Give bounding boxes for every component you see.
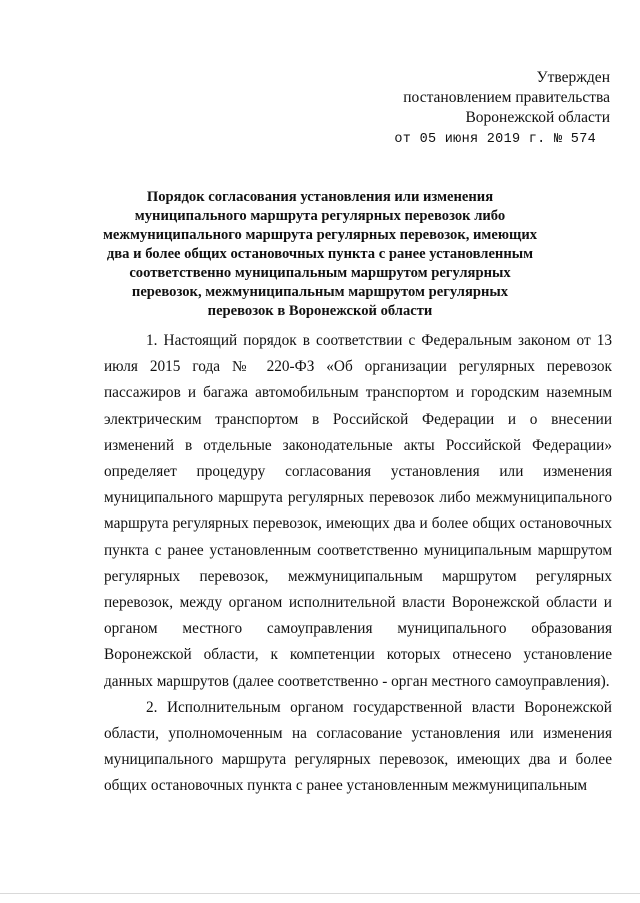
paragraph-2: 2. Исполнительным органом государственной власти Воронежской области, уполномоченным на согласование установления или изменения муниципального маршрута регулярных перевозок, имеющих два и более общих остановочных пункта с ранее установленным межмуниципальным [104, 698, 612, 795]
approval-line-1: Утвержден [536, 69, 610, 86]
approval-line-2: постановлением правительства [403, 89, 610, 106]
paragraph-1: 1. Настоящий порядок в соответствии с Федеральным законом от 13 июля 2015 года № 220-ФЗ «Об организации регулярных перевозок пассажиров и багажа автомобильным транспортом и городским наземным электрическим транспортом в Российской Федерации и о внесении изменений в отдельные законодательные акты Российской Федерации» определяет процедуру согласования установления или изменения муниципального маршрута регулярных перевозок либо межмуниципального маршрута регулярных перевозок, имеющих два и более общих остановочных пункта с ранее установленным соответственно муниципальным маршрутом регулярных перевозок, межмуниципальным маршрутом регулярных перевозок, между органом исполнительной власти Воронежской области и органом местного самоуправления муниципального образования Воронежской области, к компетенции которых отнесено установление данных маршрутов (далее соответственно - орган местного самоуправления). [104, 332, 612, 690]
approval-date-number: от 05 июня 2019 г. № 574 [394, 132, 596, 147]
approval-block [394, 68, 610, 150]
page-bottom-divider [0, 893, 640, 894]
document-title: Порядок согласования установления или изменения муниципального маршрута регулярных перевозок либо межмуниципального маршрута регулярных перевозок, имеющих два и более общих остановочных пункта с ранее установленным соответственно муниципальным маршрутом регулярных перевозок, межмуниципальным маршрутом регулярных перевозок в Воронежской области [102, 189, 538, 319]
approval-line-3: Воронежской области [465, 109, 610, 126]
document-body [104, 328, 612, 800]
